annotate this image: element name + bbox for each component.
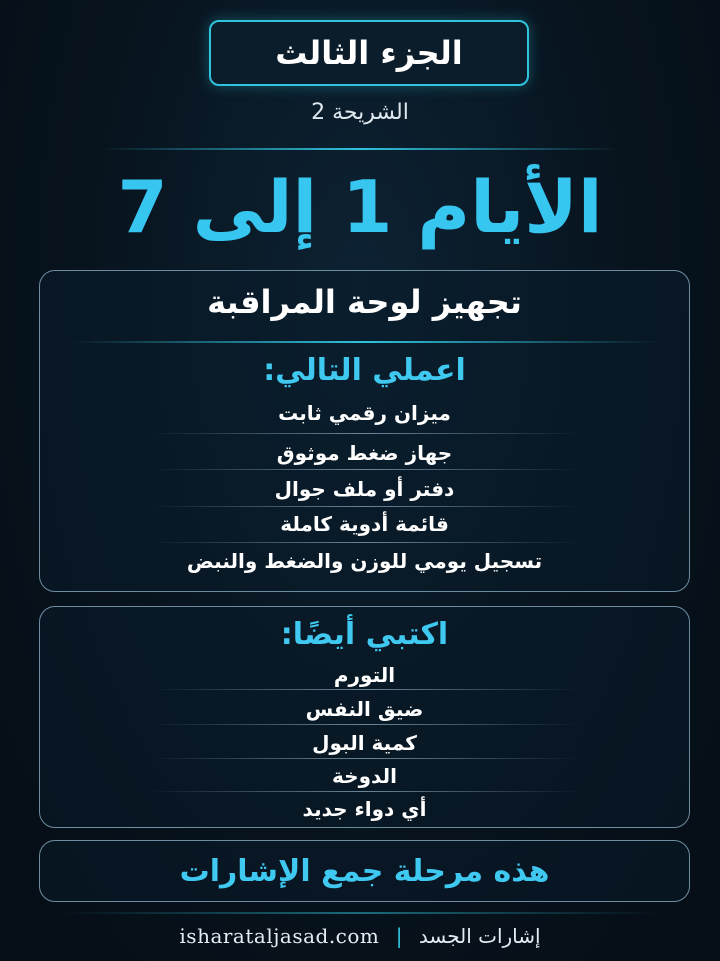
footer	[0, 924, 720, 948]
list-item: الدوخة	[332, 764, 397, 788]
panel-title: تجهيز لوحة المراقبة	[207, 283, 522, 321]
slide-label: الشريحة 2	[311, 100, 409, 125]
website-link[interactable]: isharataljasad.com	[179, 924, 380, 948]
footer-separator: |	[395, 924, 403, 948]
item-divider	[150, 542, 580, 543]
closing-panel	[39, 840, 690, 902]
monitoring-panel	[39, 270, 690, 592]
item-divider	[150, 689, 580, 690]
list-item: تسجيل يومي للوزن والضغط والنبض	[186, 549, 543, 573]
footer-divider	[60, 912, 660, 914]
symptoms-panel	[39, 606, 690, 828]
item-divider	[150, 791, 580, 792]
title-divider-top	[100, 148, 620, 150]
list-item: كمية البول	[312, 731, 417, 755]
section-heading: اكتبي أيضًا:	[280, 617, 449, 652]
list-item: أي دواء جديد	[302, 797, 427, 821]
item-divider	[150, 758, 580, 759]
section-heading: اعملي التالي:	[263, 353, 466, 388]
list-item: قائمة أدوية كاملة	[280, 512, 449, 536]
list-item: دفتر أو ملف جوال	[274, 477, 455, 501]
item-divider	[150, 506, 580, 507]
item-divider	[150, 469, 580, 470]
closing-text: هذه مرحلة جمع الإشارات	[179, 853, 550, 889]
list-item: التورم	[333, 663, 396, 687]
item-divider	[150, 433, 580, 434]
main-title: الأيام 1 إلى 7	[117, 165, 603, 249]
brand-name: إشارات الجسد	[418, 924, 541, 948]
item-divider	[150, 724, 580, 725]
list-item: ميزان رقمي ثابت	[278, 401, 451, 425]
list-item: ضيق النفس	[305, 697, 424, 721]
part-title: الجزء الثالث	[275, 34, 463, 72]
panel-title-divider	[70, 341, 660, 343]
list-item: جهاز ضغط موثوق	[276, 441, 453, 465]
part-title-box	[209, 20, 529, 86]
